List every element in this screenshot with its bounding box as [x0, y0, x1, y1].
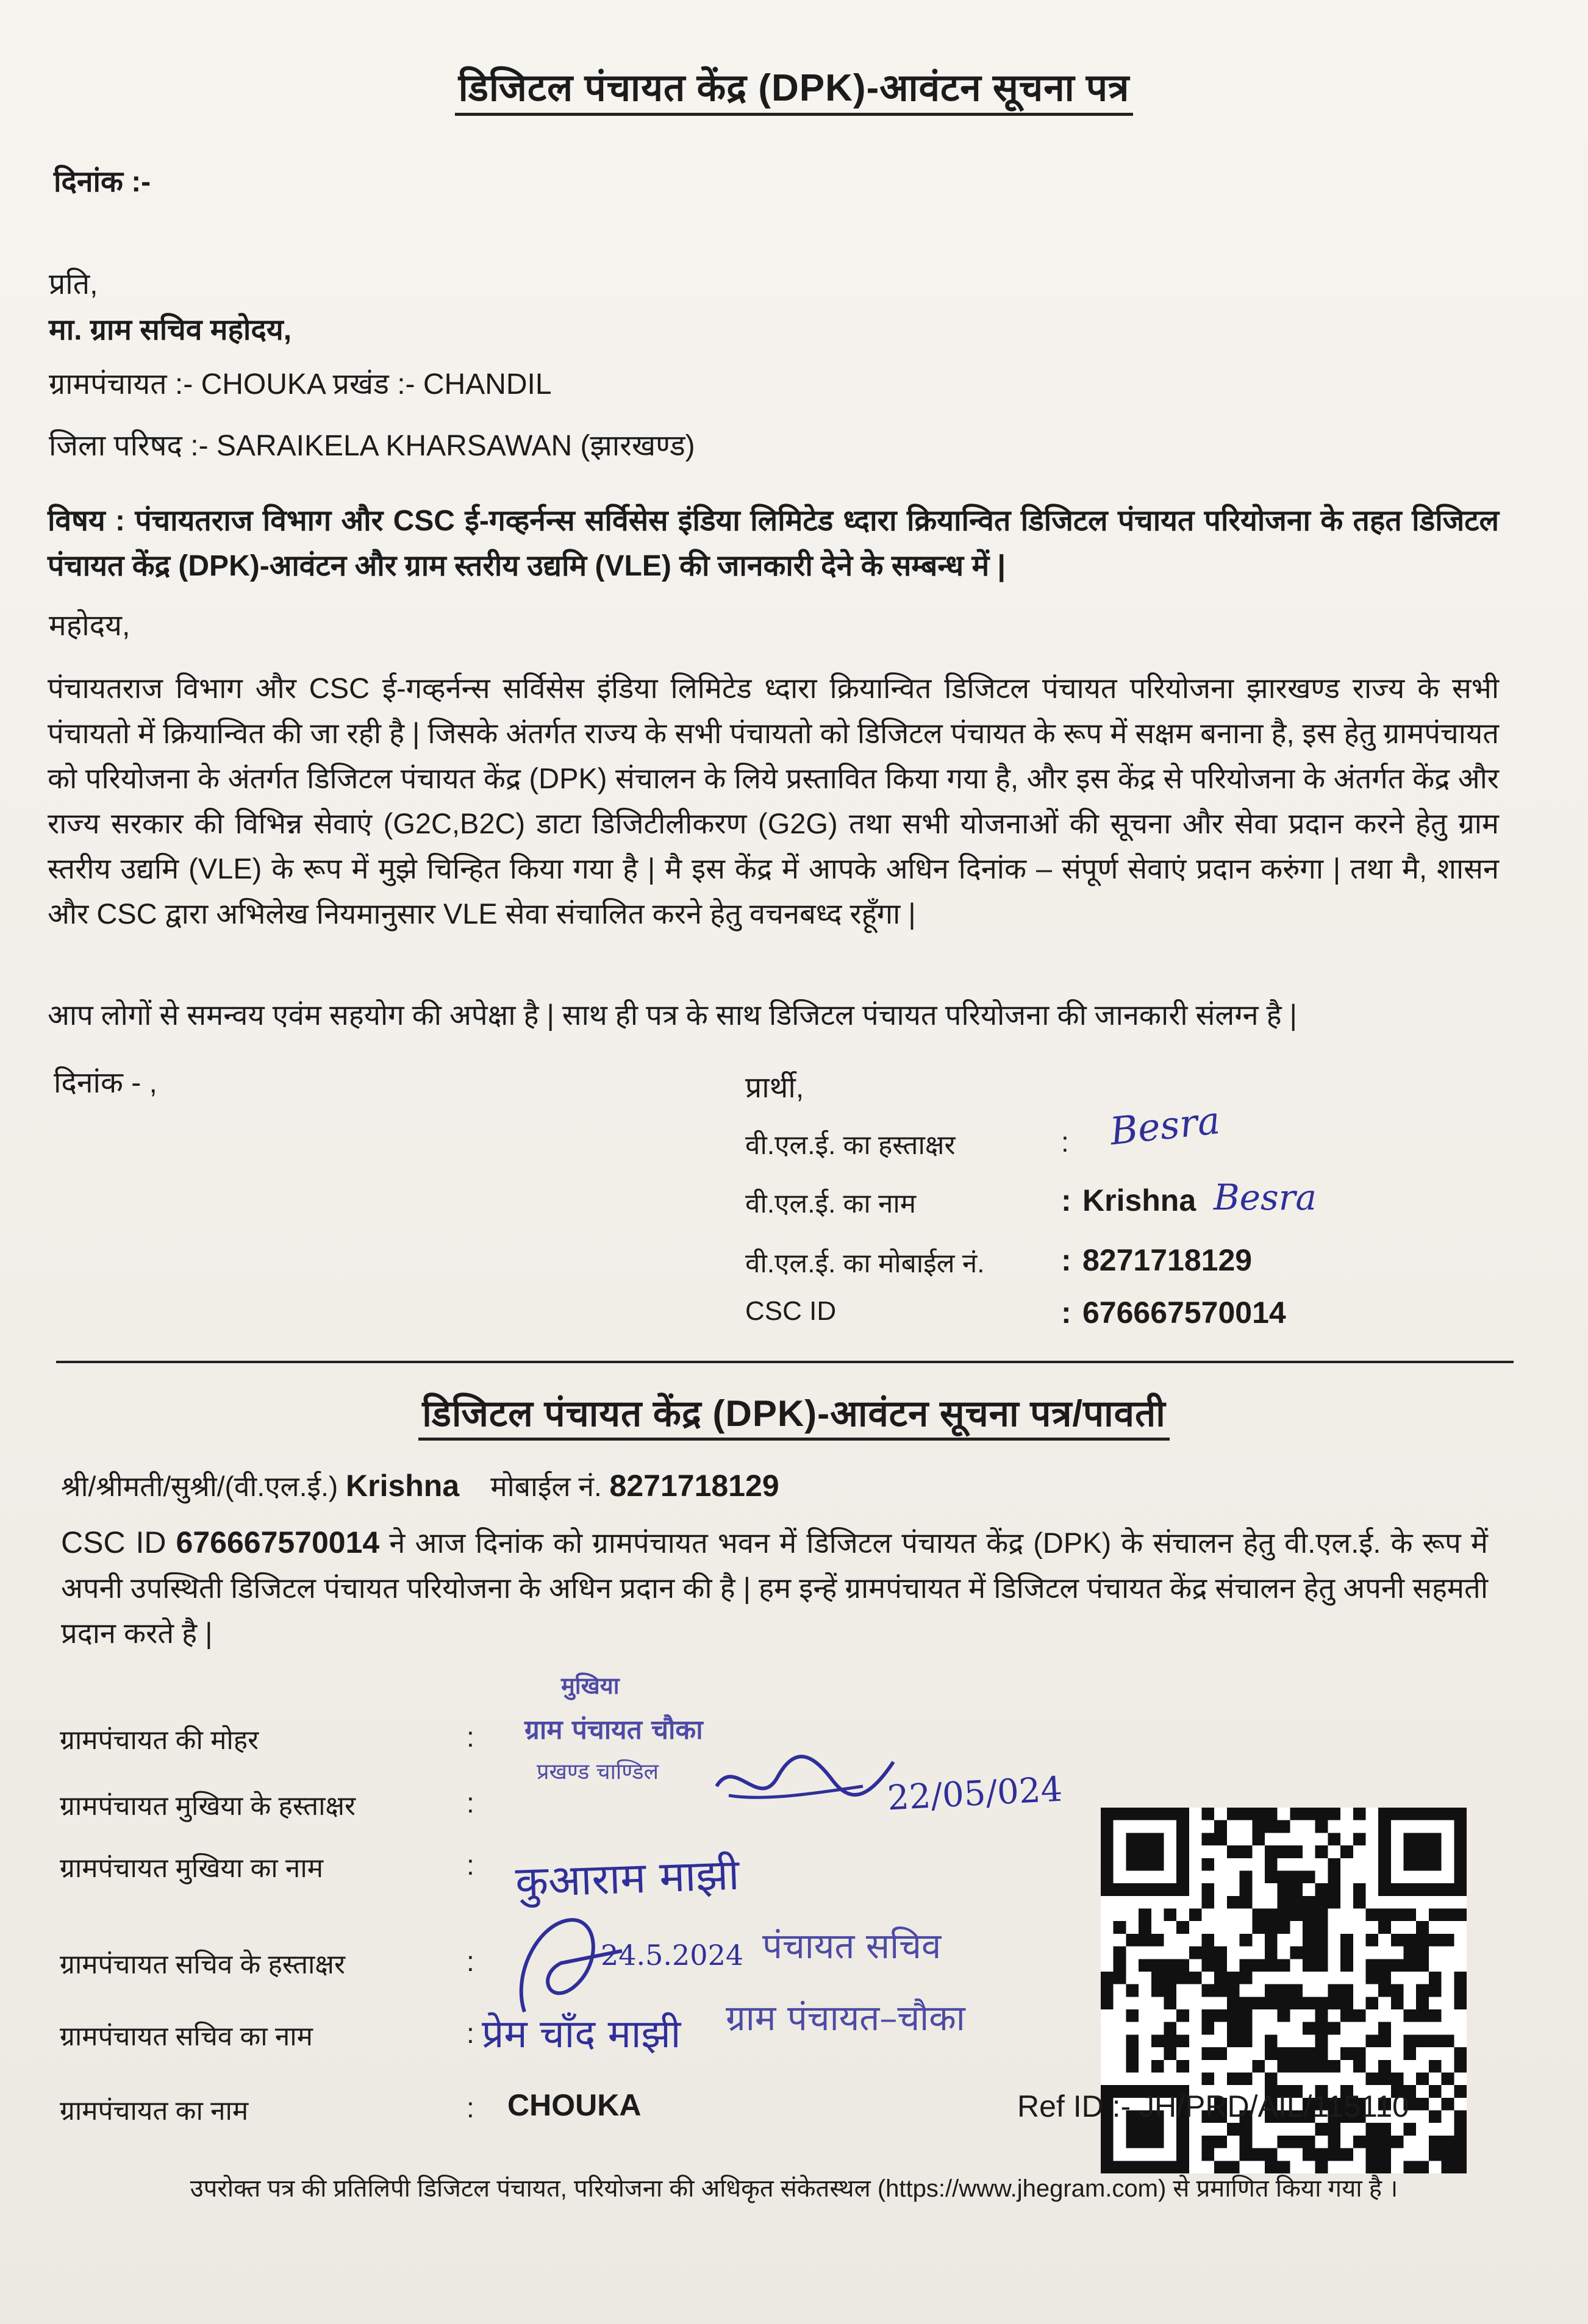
date2-label: दिनांक - , — [54, 1067, 157, 1099]
subject: विषय : पंचायतराज विभाग और CSC ई-गव्हर्नन्स सर्विसेस इंडिया लिमिटेड ध्दारा क्रियान्वित डिजिटल पंचायत परियोजना के तहत डिजिटल पंचायत केंद्र (DPK)-आवंटन और ग्राम स्तरीय उद्यमि (VLE) की जानकारी देने के सम्बन्ध में | — [48, 505, 1499, 582]
vle-name-label: वी.एल.ई. का नाम — [745, 1189, 917, 1219]
salutation: महोदय, — [49, 610, 131, 642]
gram-panchayat-line: ग्रामपंचायत :- CHOUKA प्रखंड :- CHANDIL — [49, 368, 552, 401]
field-label-mukhiya-name: ग्रामपंचायत मुखिया का नाम — [60, 1853, 324, 1883]
vle-signature: Besra — [1107, 1097, 1222, 1154]
letter-title: डिजिटल पंचायत केंद्र (DPK)-आवंटन सूचना पत्र — [0, 61, 1588, 112]
receipt-mobile: 8271718129 — [609, 1469, 779, 1503]
date-label: दिनांक :- — [54, 166, 151, 198]
applicant-label: प्रार्थी, — [745, 1072, 804, 1104]
mukhiya-name-handwritten: कुआराम माझी — [514, 1849, 740, 1908]
secretary-sign-date: 24.5.2024 — [601, 1939, 744, 1972]
closing-paragraph: आप लोगों से समन्वय एवंम सहयोग की अपेक्षा है | साथ ही पत्र के साथ डिजिटल पंचायत परियोजना की जानकारी संलग्न है | — [48, 999, 1297, 1031]
colon: : — [1061, 1296, 1071, 1330]
receipt-csc-id: 676667570014 — [176, 1525, 380, 1559]
field-label-seal: ग्रामपंचायत की मोहर — [60, 1725, 259, 1755]
colon: : — [467, 1787, 474, 1819]
ref-id: Ref ID :- JH/PRD/AIL/115110 — [1017, 2089, 1409, 2123]
honorific-prefix: श्री/श्रीमती/सुश्री/(वी.एल.ई.) — [61, 1470, 338, 1502]
colon: : — [1061, 1126, 1069, 1158]
vle-sign-label: वी.एल.ई. का हस्ताक्षर — [745, 1130, 956, 1160]
receipt-mobile-label: मोबाईल नं. — [490, 1470, 602, 1502]
receipt-line1 — [61, 1463, 779, 1509]
field-label-secretary-name: ग्रामपंचायत सचिव का नाम — [60, 2022, 313, 2051]
receipt-paragraph — [61, 1520, 1488, 1656]
vle-name: Krishna — [1082, 1183, 1196, 1217]
colon: : — [467, 1721, 474, 1753]
seal-stamp-line2: ग्राम पंचायत चौका — [524, 1714, 703, 1745]
to-label: प्रति, — [49, 268, 98, 301]
addressee: मा. ग्राम सचिव महोदय, — [49, 314, 292, 346]
district-line: जिला परिषद :- SARAIKELA KHARSAWAN (झारखण्ड) — [49, 430, 695, 462]
csc-id-label: CSC ID — [745, 1296, 837, 1326]
vle-mobile-label: वी.एल.ई. का मोबाईल नं. — [745, 1249, 985, 1278]
field-label-mukhiya-sign: ग्रामपंचायत मुखिया के हस्ताक्षर — [60, 1791, 356, 1821]
divider — [56, 1361, 1514, 1363]
secretary-name-handwritten: प्रेम चाँद माझी — [482, 2012, 681, 2057]
csc-id: 676667570014 — [1082, 1296, 1286, 1330]
seal-stamp-line3: प्रखण्ड चाण्डिल — [537, 1759, 659, 1784]
field-label-gp-name: ग्रामपंचायत का नाम — [60, 2096, 249, 2126]
secretary-stamp-title: पंचायत सचिव — [762, 1925, 942, 1967]
vle-mobile: 8271718129 — [1082, 1243, 1253, 1277]
colon: : — [1061, 1243, 1071, 1277]
receipt-text: ने आज दिनांक को ग्रामपंचायत भवन में डिजिटल पंचायत केंद्र (DPK) के संचालन हेतु वी.एल.ई. के रूप में अपनी उपस्थिती डिजिटल पंचायत परियोजना के अधिन प्रदान की है | हम इन्हें ग्रामपंचायत में डिजिटल पंचायत केंद्र संचालन हेतु अपनी सहमती प्रदान करते है | — [61, 1527, 1488, 1649]
mukhiya-signature-scribble — [710, 1744, 906, 1817]
colon: : — [467, 1945, 474, 1977]
receipt-title: डिजिटल पंचायत केंद्र (DPK)-आवंटन सूचना पत्र/पावती — [0, 1387, 1588, 1437]
vle-name-handwritten: Besra — [1214, 1177, 1317, 1218]
colon: : — [467, 1849, 474, 1881]
colon: : — [467, 2017, 474, 2049]
receipt-name: Krishna — [346, 1469, 460, 1503]
secretary-stamp-gp: ग्राम पंचायत–चौका — [726, 1997, 965, 2039]
mukhiya-sign-date: 22/05/024 — [886, 1769, 1064, 1819]
footnote: उपरोक्त पत्र की प्रतिलिपी डिजिटल पंचायत, परियोजना की अधिकृत संकेतस्थल (https://www.jhegram.com) से प्रमाणित किया गया है । — [190, 2175, 1398, 2202]
receipt-csc-label: CSC ID — [61, 1525, 166, 1559]
body-paragraph: पंचायतराज विभाग और CSC ई-गव्हर्नन्स सर्विसेस इंडिया लिमिटेड ध्दारा क्रियान्वित डिजिटल पंचायत परियोजना झारखण्ड राज्य के सभी पंचायतो में क्रियान्वित की जा रही है | जिसके अंतर्गत राज्य के सभी पंचायतो को डिजिटल पंचायत के रूप में सक्षम बनाना है, इस हेतु ग्रामपंचायत को परियोजना के अंतर्गत डिजिटल पंचायत केंद्र (DPK) संचालन के लिये प्रस्तावित किया गया है, और इस केंद्र से परियोजना के अंतर्गत केंद्र और राज्य सरकार की विभिन्न सेवाएं (G2C,B2C) डाटा डिजिटीलीकरण (G2G) तथा सभी योजनाओं की सूचना और सेवा प्रदान करने हेतु ग्राम स्तरीय उद्यमि (VLE) के रूप में मुझे चिन्हित किया गया है | मै इस केंद्र में आपके अधिन दिनांक – संपूर्ण सेवाएं प्रदान करुंगा | तथा मै, शासन और CSC द्वारा अभिलेख नियमानुसार VLE सेवा संचालित करने हेतु वचनबध्द रहूँगा | — [48, 672, 1499, 930]
seal-stamp-line1: मुखिया — [561, 1672, 620, 1699]
gp-name: CHOUKA — [507, 2088, 642, 2122]
colon: : — [467, 2092, 474, 2123]
field-label-secretary-sign: ग्रामपंचायत सचिव के हस्ताक्षर — [60, 1950, 345, 1980]
colon: : — [1061, 1183, 1071, 1217]
